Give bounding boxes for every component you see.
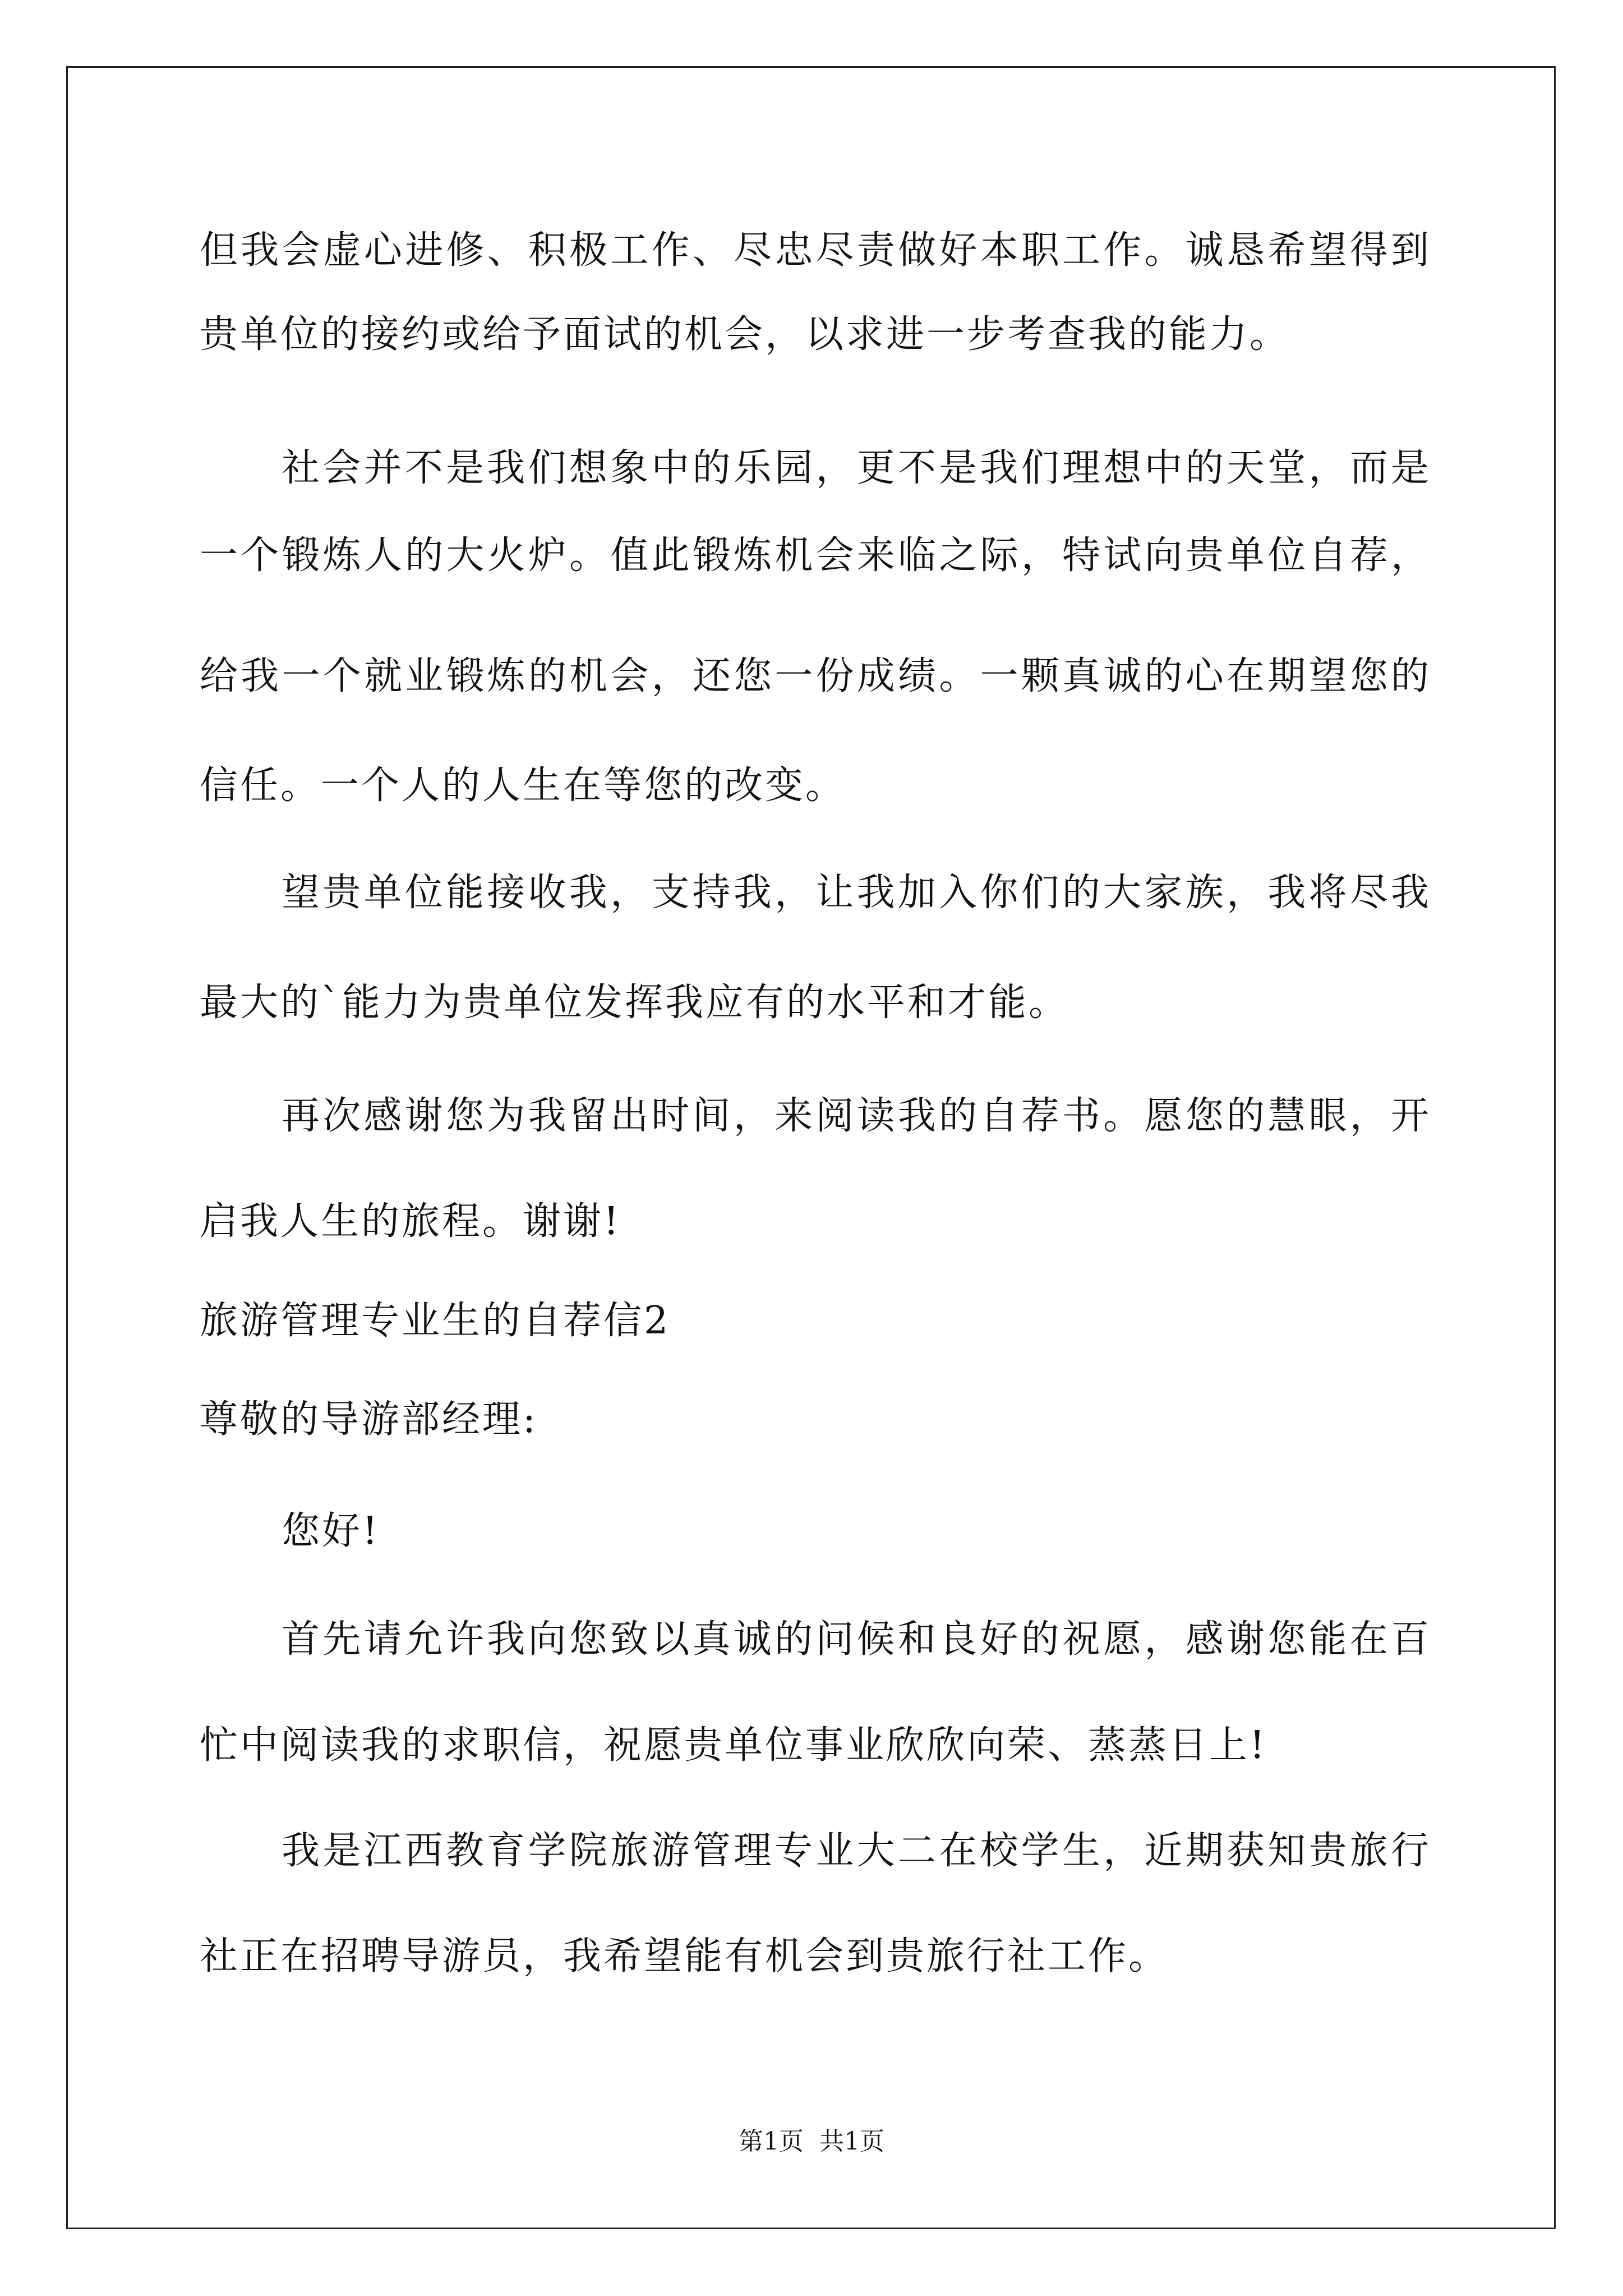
- body-line-2: 贵单位的接约或给予面试的机会，以求进一步考查我的能力。: [200, 312, 1290, 357]
- page-border: [66, 66, 1556, 2229]
- body-line-17: 社正在招聘导游员，我希望能有机会到贵旅行社工作。: [200, 1934, 1169, 1978]
- body-line-14: 首先请允许我向您致以真诚的问候和良好的祝愿，感谢您能在百: [282, 1617, 1429, 1662]
- body-line-3: 社会并不是我们想象中的乐园，更不是我们理想中的天堂，而是: [282, 446, 1429, 490]
- body-line-10: 启我人生的旅程。谢谢!: [200, 1199, 621, 1244]
- page-number-footer: 第1页 共1页: [739, 2127, 884, 2156]
- body-line-15: 忙中阅读我的求职信，祝愿贵单位事业欣欣向荣、蒸蒸日上!: [200, 1723, 1267, 1768]
- salutation: 尊敬的导游部经理:: [200, 1397, 538, 1442]
- body-line-16: 我是江西教育学院旅游管理专业大二在校学生，近期获知贵旅行: [282, 1829, 1429, 1873]
- body-line-7: 望贵单位能接收我，支持我，让我加入你们的大家族，我将尽我: [282, 871, 1429, 915]
- body-line-5: 给我一个就业锻炼的机会，还您一份成绩。一颗真诚的心在期望您的: [200, 654, 1429, 698]
- section-heading: 旅游管理专业生的自荐信2: [200, 1299, 671, 1343]
- body-line-6: 信任。一个人的人生在等您的改变。: [200, 763, 846, 808]
- body-line-4: 一个锻炼人的大火炉。值此锻炼机会来临之际，特试向贵单位自荐，: [200, 533, 1429, 578]
- body-line-8: 最大的`能力为贵单位发挥我应有的水平和才能。: [200, 981, 1069, 1025]
- body-line-9: 再次感谢您为我留出时间，来阅读我的自荐书。愿您的慧眼，开: [282, 1094, 1429, 1138]
- body-line-1: 但我会虚心进修、积极工作、尽忠尽责做好本职工作。诚恳希望得到: [200, 228, 1429, 273]
- greeting: 您好!: [282, 1509, 380, 1553]
